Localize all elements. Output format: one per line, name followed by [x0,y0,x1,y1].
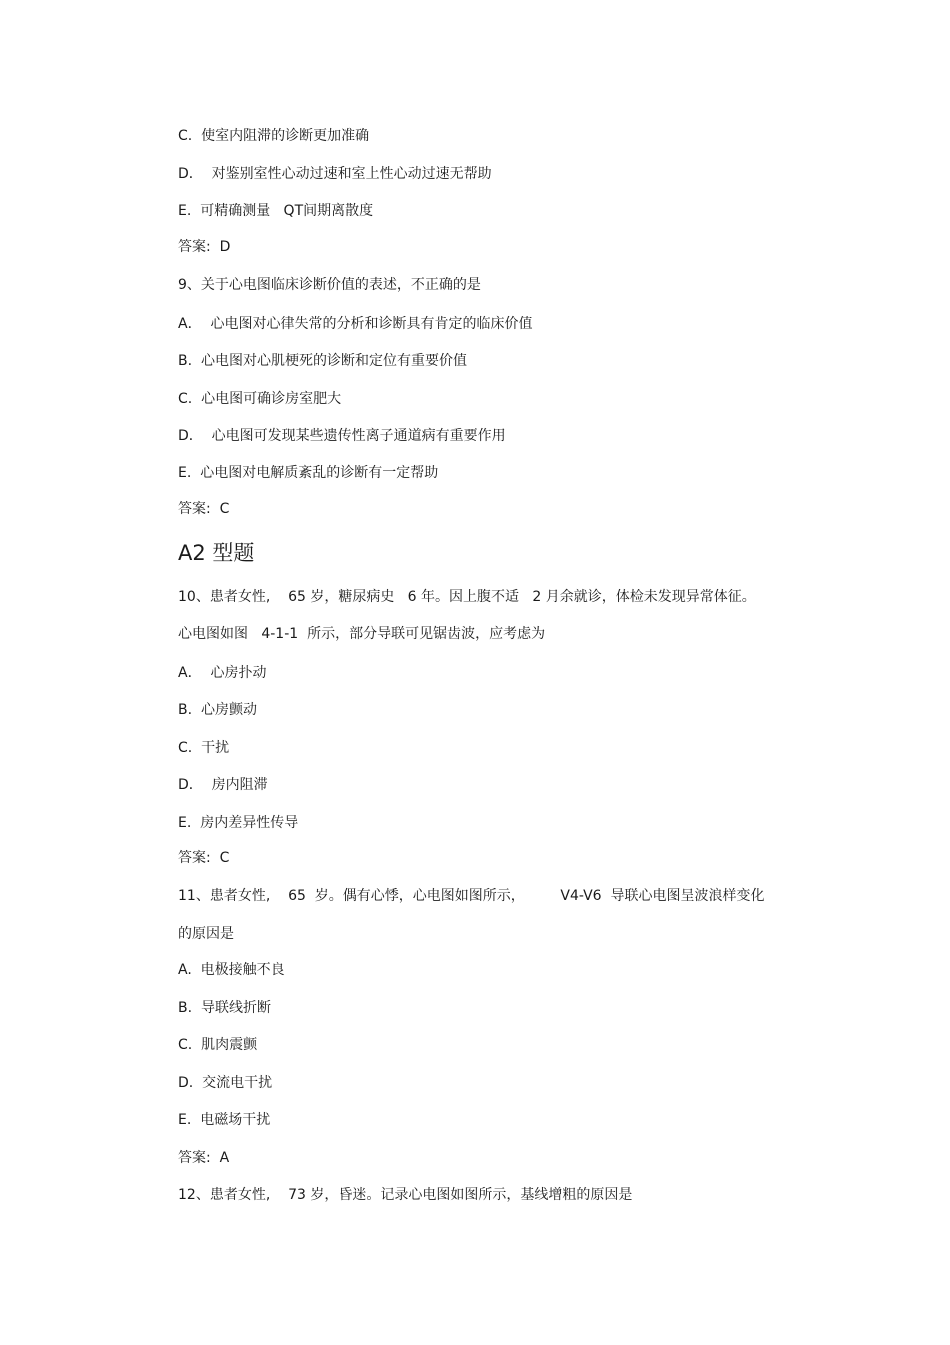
q10-option-b: B. 心房颤动 [178,702,257,718]
q9-answer: 答案: C [178,501,230,517]
q10-stem-line1: 10、患者女性, 65 岁，糖尿病史 6 年。因上腹不适 2 月余就诊，体检未发现异常体征。 [178,589,756,605]
q8-option-c: C. 使室内阻滞的诊断更加准确 [178,128,370,144]
q9-option-a: A． 心电图对心律失常的分析和诊断具有肯定的临床价值 [178,316,533,332]
q10-option-d: D． 房内阻滞 [178,777,268,793]
q10-answer: 答案: C [178,850,230,866]
q11-option-c: C. 肌肉震颤 [178,1037,258,1053]
q8-answer: 答案: D [178,239,231,255]
q11-option-b: B. 导联线折断 [178,1000,271,1016]
q10-option-a: A． 心房扑动 [178,665,267,681]
q11-stem-line2: 的原因是 [178,926,234,942]
q9-stem: 9、关于心电图临床诊断价值的表述，不正确的是 [178,277,481,293]
q12-stem: 12、患者女性, 73 岁，昏迷。记录心电图如图所示，基线增粗的原因是 [178,1187,633,1203]
q9-option-b: B. 心电图对心肌梗死的诊断和定位有重要价值 [178,353,467,369]
q8-option-d: D． 对鉴别室性心动过速和室上性心动过速无帮助 [178,166,492,182]
q11-option-a: A. 电极接触不良 [178,962,285,978]
q10-option-c: C. 干扰 [178,740,230,756]
q11-answer: 答案: A [178,1150,230,1166]
q11-option-d: D. 交流电干扰 [178,1075,273,1091]
q11-option-e: E. 电磁场干扰 [178,1112,271,1128]
q9-option-c: C. 心电图可确诊房室肥大 [178,391,342,407]
q10-option-e: E. 房内差异性传导 [178,815,299,831]
q11-stem-line1: 11、患者女性, 65 岁。偶有心悸，心电图如图所示， V4-V6 导联心电图呈波浪样变化 [178,888,765,904]
section-a2-title: A2 型题 [178,541,255,565]
q8-option-e: E. 可精确测量 QT间期离散度 [178,203,374,219]
q10-stem-line2: 心电图如图 4-1-1 所示，部分导联可见锯齿波，应考虑为 [178,626,546,642]
q9-option-e: E. 心电图对电解质紊乱的诊断有一定帮助 [178,465,439,481]
q9-option-d: D． 心电图可发现某些遗传性离子通道病有重要作用 [178,428,506,444]
